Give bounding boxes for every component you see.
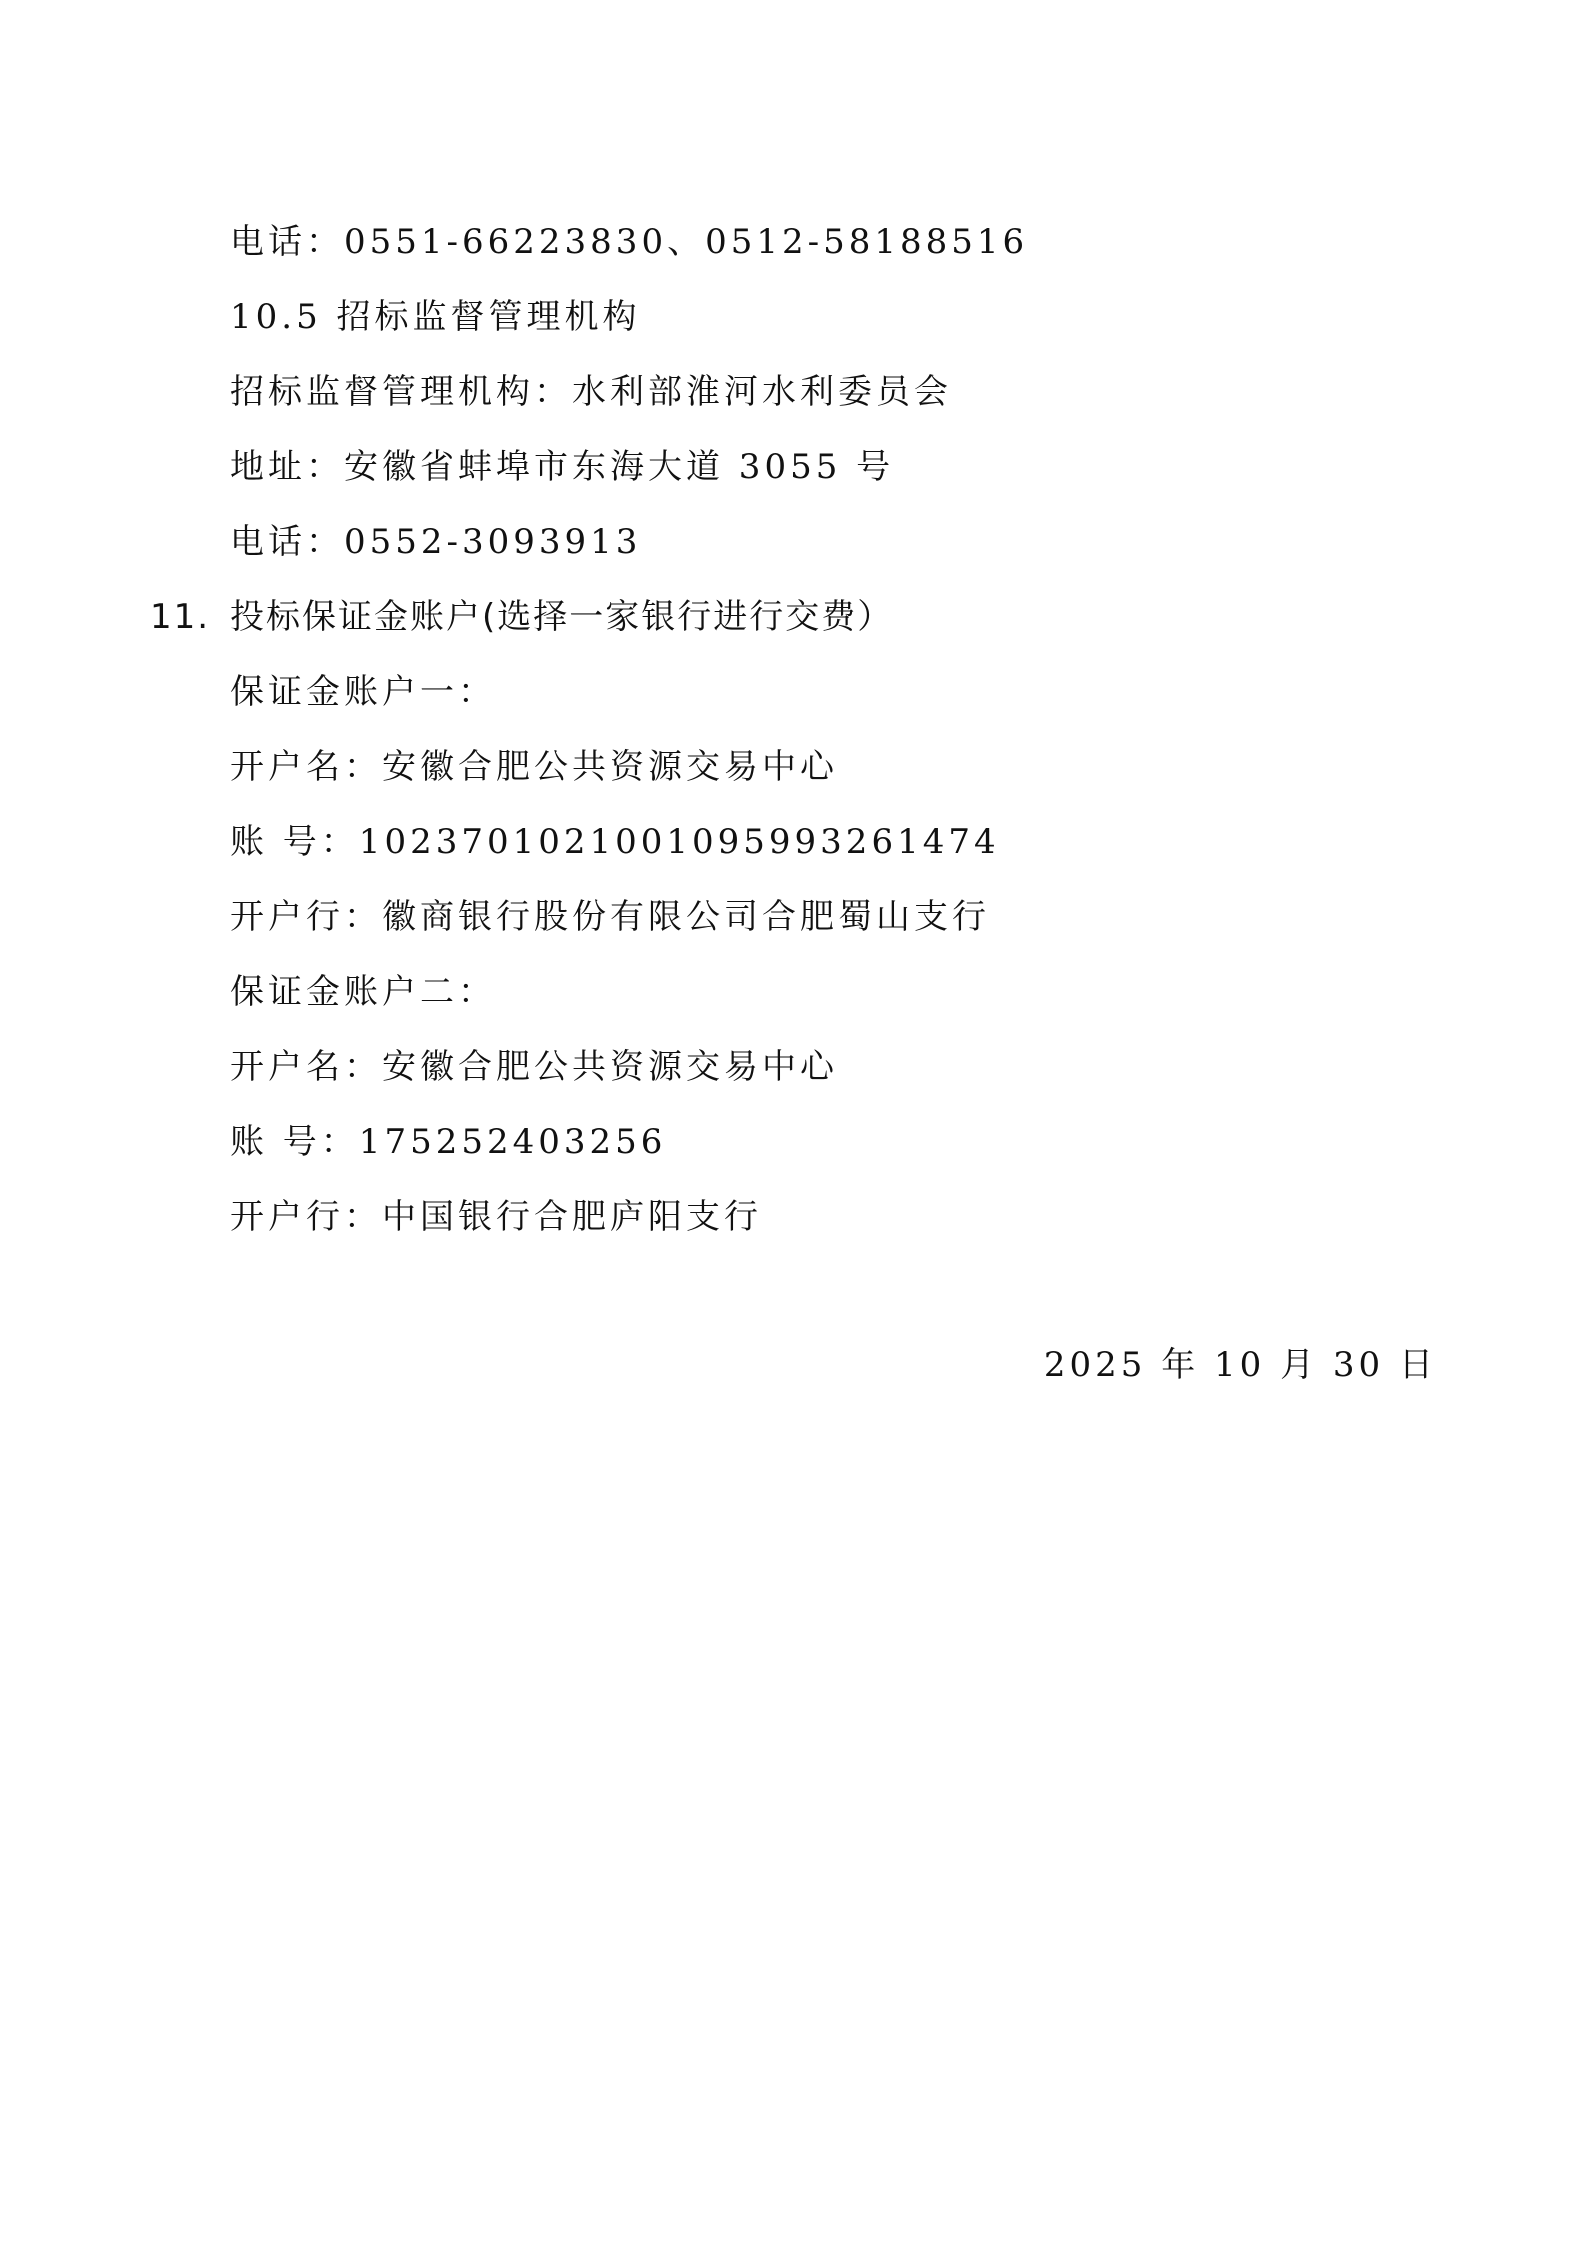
account-one-label: 保证金账户一： — [230, 672, 496, 712]
subsection-10-5-heading: 10.5 招标监督管理机构 — [230, 297, 641, 337]
section-11-heading — [150, 597, 893, 637]
account-two-number: 账 号：175252403256 — [230, 1122, 667, 1162]
section-11-title: 投标保证金账户(选择一家银行进行交费） — [230, 597, 894, 637]
account-two-label: 保证金账户二： — [230, 972, 496, 1012]
supervision-agency-line: 招标监督管理机构：水利部淮河水利委员会 — [230, 372, 952, 412]
contact-phone-line: 电话：0551-66223830、0512-58188516 — [230, 222, 1029, 262]
account-two-bank: 开户行：中国银行合肥庐阳支行 — [230, 1197, 762, 1237]
section-11-number: 11. — [150, 597, 211, 637]
account-one-holder: 开户名：安徽合肥公共资源交易中心 — [230, 747, 838, 787]
account-one-bank: 开户行：徽商银行股份有限公司合肥蜀山支行 — [230, 897, 990, 937]
supervision-phone-line: 电话：0552-3093913 — [230, 522, 642, 562]
address-line: 地址：安徽省蚌埠市东海大道 3055 号 — [230, 447, 895, 487]
account-two-holder: 开户名：安徽合肥公共资源交易中心 — [230, 1047, 838, 1087]
document-date: 2025 年 10 月 30 日 — [1043, 1345, 1437, 1385]
account-one-number: 账 号：10237010210010959932614​74 — [230, 822, 1000, 862]
